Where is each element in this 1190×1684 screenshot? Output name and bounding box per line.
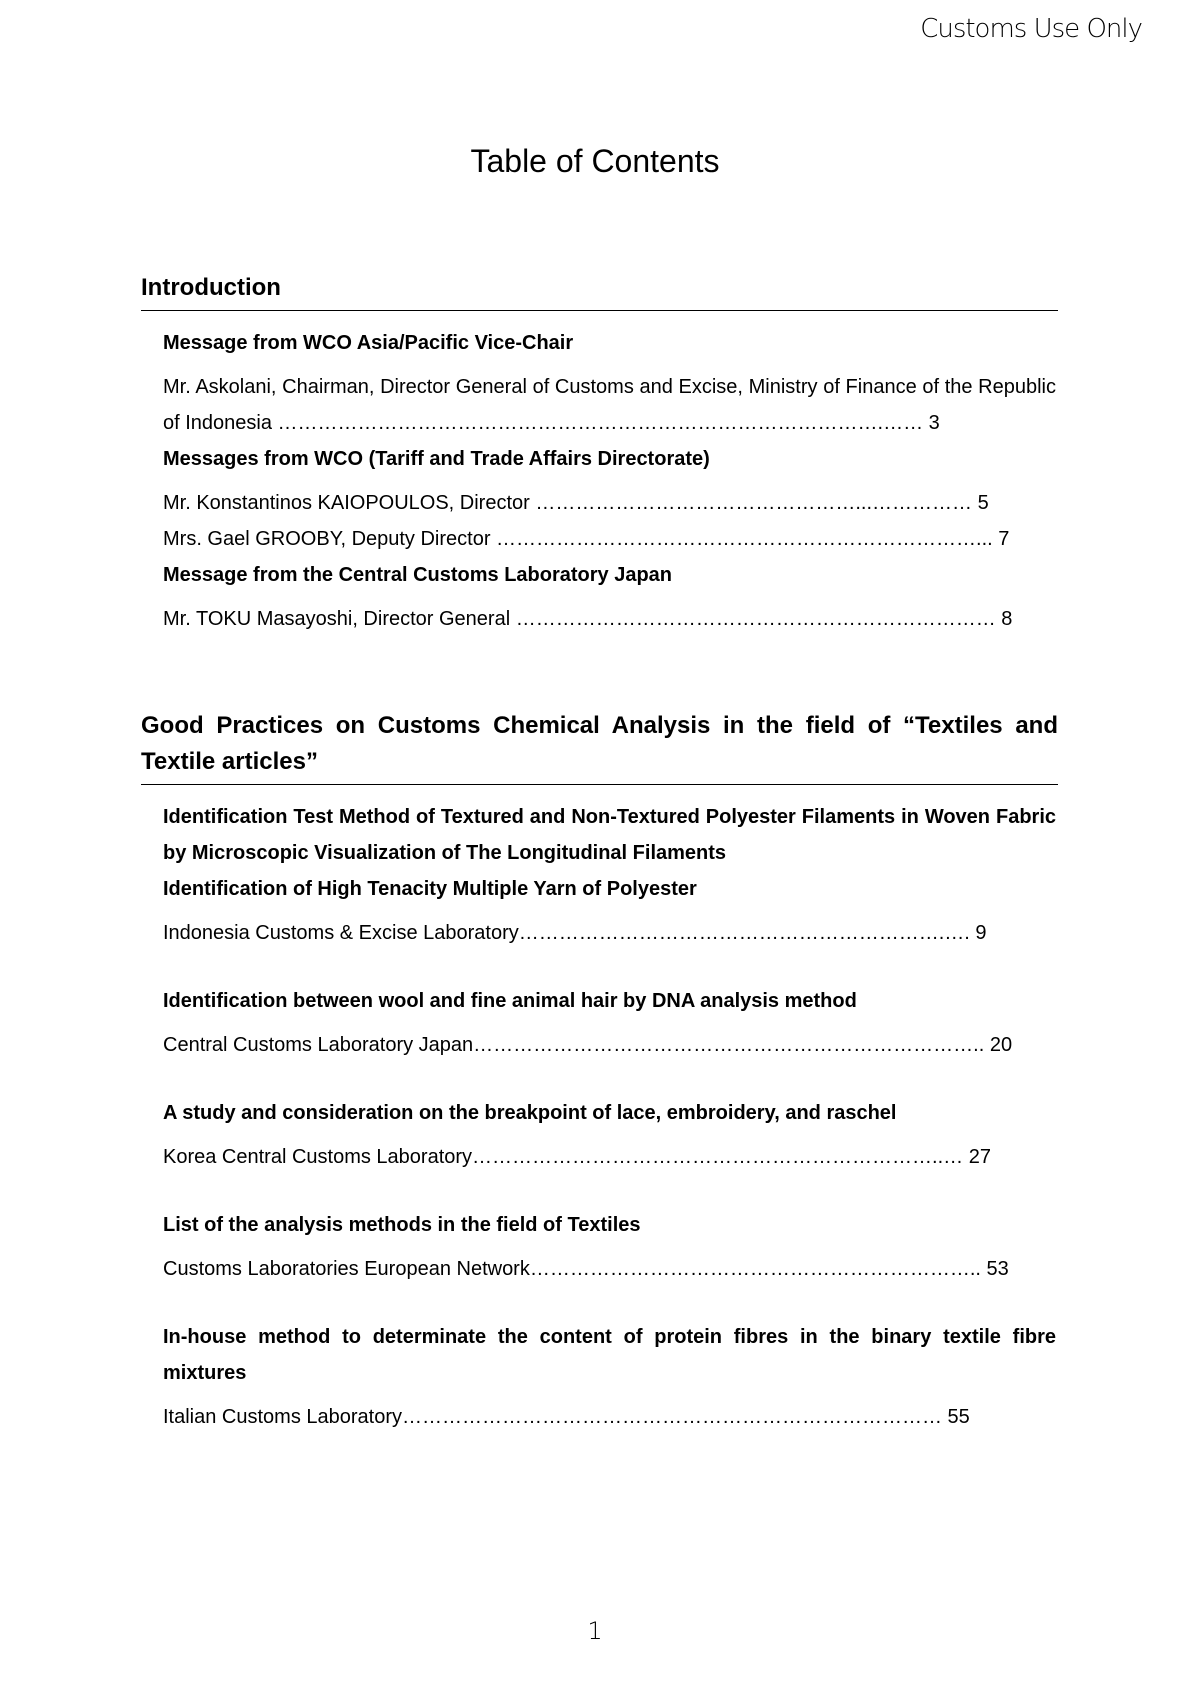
good-practices-heading: Good Practices on Customs Chemical Analysis in the field of “Textiles and Textile articles” [141,708,1058,785]
introduction-section [141,270,1058,637]
toc-entry-title: List of the analysis methods in the field of Textiles [163,1214,641,1236]
introduction-heading: Introduction [141,270,1058,311]
good-practices-section [141,708,1058,1435]
document-marking: Customs Use Only [920,14,1142,44]
toc-entry-title: Message from the Central Customs Laboratory Japan [163,564,673,586]
toc-entry-kaiopoulos[interactable]: Mr. Konstantinos KAIOPOULOS, Director …………………………………………...…………… 5 [163,492,989,514]
toc-entry-italy[interactable]: Italian Customs Laboratory……………………………………………………………………… 55 [163,1406,970,1428]
toc-entry-japan[interactable]: Central Customs Laboratory Japan………………………………………………………………….. 20 [163,1034,1013,1056]
toc-entry-title: Identification between wool and fine animal hair by DNA analysis method [163,990,857,1012]
toc-entry-indonesia[interactable]: Indonesia Customs & Excise Laboratory……………………………………………………….…. 9 [163,922,987,944]
toc-entry-europe[interactable]: Customs Laboratories European Network………………………………………………………….. 53 [163,1258,1009,1280]
introduction-entries [141,325,1058,637]
toc-entry-title: In-house method to determinate the content of protein fibres in the binary textile fibre mixtures [163,1326,1056,1384]
toc-entry-korea[interactable]: Korea Central Customs Laboratory……………………………………………………………..… 27 [163,1146,991,1168]
toc-entry-title: Message from WCO Asia/Pacific Vice-Chair [163,332,574,354]
page-title: Table of Contents [470,143,720,179]
toc-entry-grooby[interactable]: Mrs. Gael GROOBY, Deputy Director ………………………………………………………………... 7 [163,528,1010,550]
page-number: 1 [587,1617,603,1645]
toc-entry-toku[interactable]: Mr. TOKU Masayoshi, Director General ……………………………………………………………… 8 [163,608,1013,630]
toc-entry-title: Messages from WCO (Tariff and Trade Affairs Directorate) [163,448,710,470]
good-practices-entries [141,799,1058,1435]
toc-entry-title: Identification Test Method of Textured and Non-Textured Polyester Filaments in Woven Fabric by Microscopic Visualization of The Longitudinal Filaments [163,806,1056,864]
toc-entry-askolani[interactable]: Mr. Askolani, Chairman, Director General of Customs and Excise, Ministry of Finance of the Republic of Indonesia ……………………………………………………………………………….…… 3 [163,376,1056,434]
toc-entry-title: A study and consideration on the breakpoint of lace, embroidery, and raschel [163,1102,897,1124]
toc-entry-title: Identification of High Tenacity Multiple Yarn of Polyester [163,878,697,900]
